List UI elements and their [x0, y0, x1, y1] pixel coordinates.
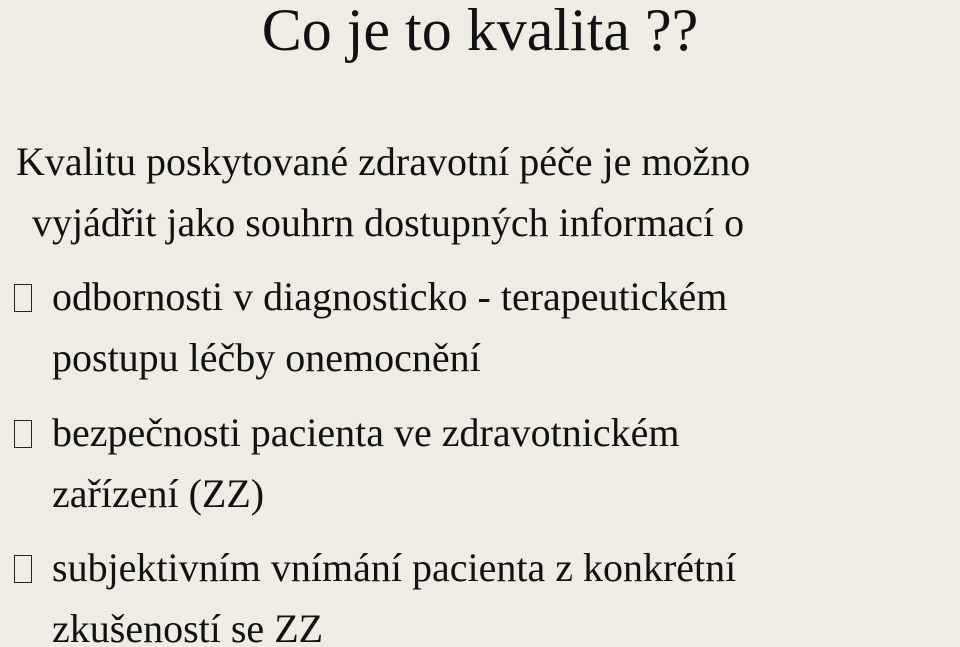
bullet-line-2: zkušeností se ZZ	[52, 606, 324, 647]
bullet-line-2: zařízení (ZZ)	[52, 471, 265, 516]
bullet-text	[52, 266, 952, 388]
bullet-text	[52, 402, 952, 524]
intro-paragraph	[16, 131, 960, 253]
intro-line-2: vyjádřit jako souhrn dostupných informací o	[32, 200, 745, 245]
intro-line-1: Kvalitu poskytované zdravotní péče je možno	[16, 139, 751, 184]
bullet-line-1: odbornosti v diagnosticko - terapeutickém	[52, 274, 728, 319]
slide-title: Co je to kvalita ??	[261, 0, 699, 63]
square-bullet-icon	[14, 284, 32, 312]
bullet-line-1: subjektivním vnímání pacienta z konkrétní	[52, 545, 737, 590]
square-bullet-icon	[14, 555, 32, 583]
bullet-text	[52, 537, 952, 647]
square-bullet-icon	[14, 420, 32, 448]
bullet-line-1: bezpečnosti pacienta ve zdravotnickém	[52, 410, 680, 455]
bullet-line-2: postupu léčby onemocnění	[52, 335, 481, 380]
